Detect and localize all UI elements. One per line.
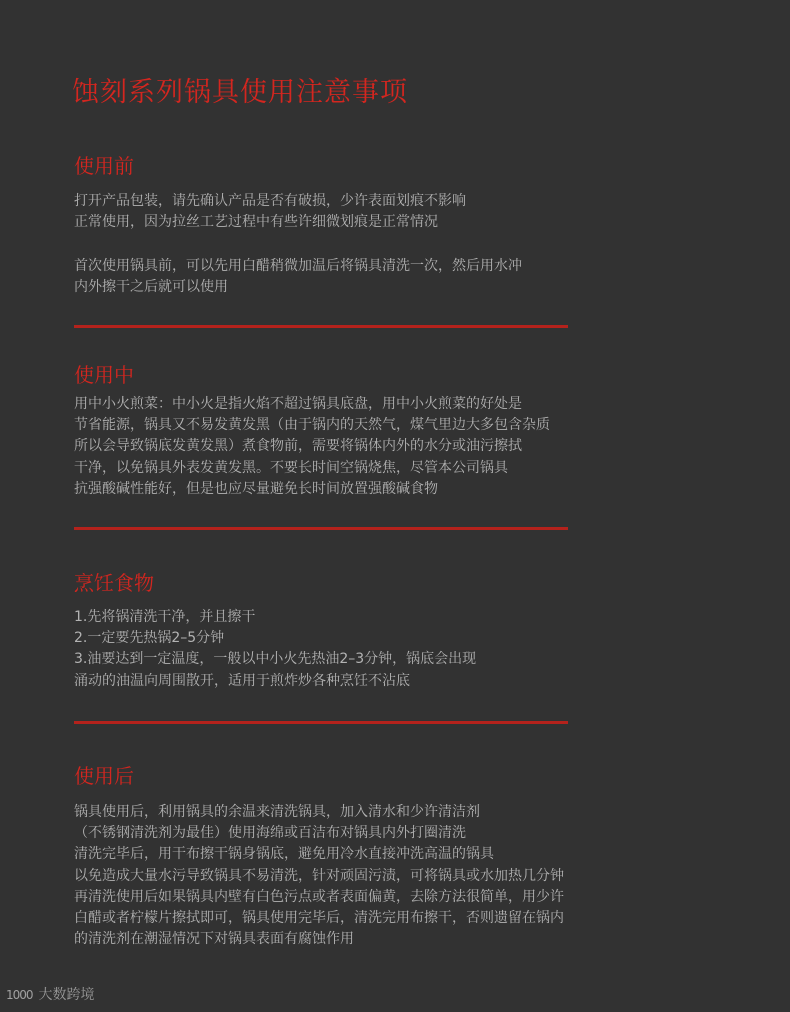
text-line: 1.先将锅清洗干净，并且擦干: [74, 609, 256, 625]
text-line: 干净，以免锅具外表发黄发黑。不要长时间空锅烧焦，尽管本公司锅具: [74, 459, 508, 476]
text-line: 首次使用锅具前，可以先用白醋稍微加温后将锅具清洗一次，然后用水冲: [74, 258, 522, 274]
logo-mark-icon: 1000: [6, 988, 33, 1002]
text-line: 所以会导致锅底发黄发黑）煮食物前，需要将锅体内外的水分或油污擦拭: [74, 438, 522, 455]
section-divider: [74, 527, 568, 530]
text-line: 白醋或者柠檬片擦拭即可，锅具使用完毕后，清洗完用布擦干，否则遗留在锅内: [74, 910, 564, 927]
text-line: （不锈钢清洗剂为最佳）使用海绵或百洁布对锅具内外打圈清洗: [74, 825, 466, 842]
text-line: 抗强酸碱性能好，但是也应尽量避免长时间放置强酸碱食物: [74, 480, 438, 497]
logo-text: 大数跨境: [38, 987, 95, 1003]
text-line: 3.油要达到一定温度，一般以中小火先热油2–3分钟，锅底会出现: [74, 651, 477, 668]
section-heading-cooking: 烹饪食物: [74, 571, 154, 595]
text-line: 打开产品包装，请先确认产品是否有破损，少许表面划痕不影响: [74, 193, 466, 209]
page-title: 蚀刻系列锅具使用注意事项: [72, 77, 408, 108]
text-line: 节省能源，锅具又不易发黄发黑（由于锅内的天然气，煤气里边大多包含杂质: [74, 417, 550, 434]
after-use-paragraph: [74, 802, 714, 950]
text-line: 再清洗使用后如果锅具内壁有白色污点或者表面偏黄，去除方法很简单，用少许: [74, 888, 564, 905]
text-line: 2.一定要先热锅2–5分钟: [74, 630, 225, 647]
before-use-paragraph-1: [74, 191, 714, 233]
text-line: 清洗完毕后，用干布擦干锅身锅底，避免用冷水直接冲洗高温的锅具: [74, 846, 494, 863]
section-divider: [74, 325, 568, 328]
watermark-logo: [6, 985, 95, 1005]
during-use-paragraph: [74, 394, 714, 500]
cooking-paragraph: [74, 607, 714, 692]
text-line: 的清洗剂在潮湿情况下对锅具表面有腐蚀作用: [74, 931, 354, 948]
text-line: 锅具使用后，利用锅具的余温来清洗锅具，加入清水和少许清洁剂: [74, 804, 480, 820]
text-line: 正常使用，因为拉丝工艺过程中有些许细微划痕是正常情况: [74, 214, 438, 231]
text-line: 用中小火煎菜：中小火是指火焰不超过锅具底盘，用中小火煎菜的好处是: [74, 396, 522, 412]
section-heading-during-use: 使用中: [74, 363, 134, 387]
text-line: 涌动的油温向周围散开，适用于煎炸炒各种烹饪不沾底: [74, 672, 410, 689]
text-line: 内外擦干之后就可以使用: [74, 279, 228, 296]
text-line: 以免造成大量水污导致锅具不易清洗，针对顽固污渍，可将锅具或水加热几分钟: [74, 867, 564, 884]
section-heading-before-use: 使用前: [74, 154, 134, 178]
section-heading-after-use: 使用后: [74, 764, 134, 788]
before-use-paragraph-2: [74, 256, 714, 298]
section-divider: [74, 721, 568, 724]
